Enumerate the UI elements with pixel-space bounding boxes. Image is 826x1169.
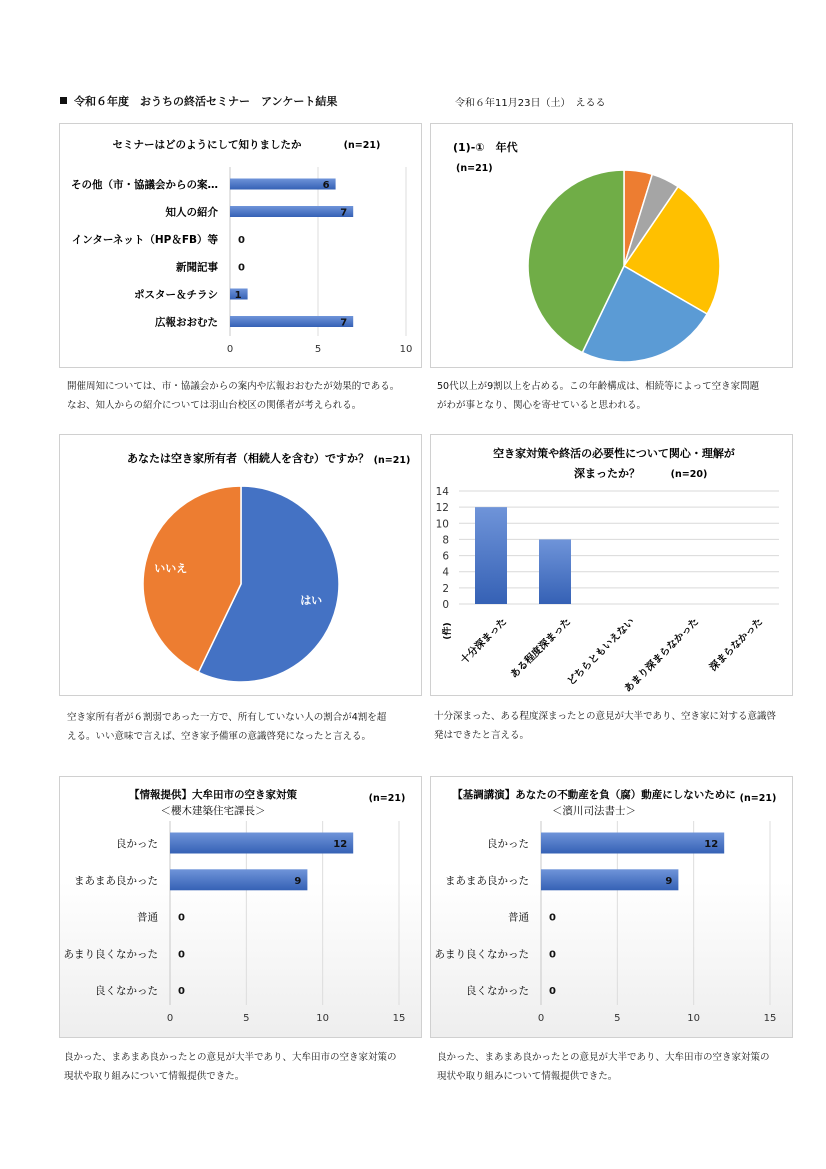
chart-title: あなたは空き家所有者（相続人を含む）ですか？ [127,452,369,465]
chart-title: (1)-① 年代 [453,141,518,154]
category-label: まあまあ良かった [445,874,529,887]
category-label: ある程度深まった [508,616,574,681]
chart-title-line: ＜濱川司法書士＞ [552,805,636,817]
note-line: 50代以上が9割以上を占める。この年齢構成は、相続等によって空き家問題 [437,381,760,392]
note-info [64,1048,397,1086]
category-label: 普通 [137,911,158,924]
chart-understanding [431,435,792,695]
data-label: 7 [340,317,348,329]
note-line: える。いい意味で言えば、空き家予備軍の意識啓発になったと言える。 [67,731,372,742]
bar [539,539,571,604]
chart-keynote [431,777,792,1037]
event-date: 令和６年11月23日（土） えるる [455,98,606,109]
chart-panel-how-known [59,123,422,368]
chart-panel-age [430,123,793,368]
bar [230,206,353,217]
square-bullet-icon [60,97,67,104]
category-label: あまり良くなかった [63,948,158,961]
category-label: その他（市・協議会からの案… [71,179,218,191]
sample-size-label: (n=21) [373,455,411,466]
axis-tick-label: 5 [243,1013,250,1024]
axis-tick-label: 10 [316,1013,330,1024]
chart-title-line: 深まったか？ [574,467,640,480]
note-line: 現状や取り組みについて情報提供できた。 [437,1071,618,1082]
category-label: 新聞記事 [176,261,218,274]
bar [170,833,353,854]
category-label: どちらともいえない [565,616,638,688]
category-label: 良くなかった [466,985,529,998]
data-label: 0 [178,949,185,961]
category-label: あまり深まらなかった [622,616,702,695]
note-line: 十分深まった、ある程度深まったとの意見が大半であり、空き家に対する意識啓 [434,711,777,722]
page-title [60,93,337,109]
category-label: 知人の紹介 [165,206,218,219]
category-label: あまり良くなかった [434,948,529,961]
chart-age [431,124,792,367]
axis-tick-label: 0 [537,1013,545,1024]
data-label: 12 [704,839,719,850]
note-line: 良かった、まあまあ良かったとの意見が大半であり、大牟田市の空き家対策の [437,1052,770,1063]
axis-tick-label: 5 [614,1013,621,1024]
axis-tick-label: 0 [442,599,449,611]
axis-tick-label: 0 [166,1013,174,1024]
bar [541,869,678,890]
data-label: 0 [178,912,185,924]
category-label: 良かった [487,838,529,850]
note-line: 空き家所有者が６割弱であった一方で、所有していない人の割合が4割を超 [67,712,387,723]
category-label: 十分深まった [458,616,510,667]
chart-title-line: 空き家対策や終活の必要性について関心・理解が [493,447,735,460]
chart-title-line: 【基調講演】あなたの不動産を負（腐）動産にしないために [452,789,736,801]
data-label: 6 [322,180,330,191]
data-label: 0 [238,262,245,274]
axis-tick-label: 2 [442,582,449,595]
data-label: 9 [294,875,302,887]
axis-unit-label: (件) [443,622,453,640]
category-label: 良かった [116,838,158,850]
axis-tick-label: 14 [435,486,449,498]
page-title-text: 令和６年度 おうちの終活セミナー アンケート結果 [74,95,338,108]
chart-panel-keynote [430,776,793,1038]
data-label: 1 [234,290,242,301]
chart-how-known [60,124,421,367]
data-label: 7 [340,207,348,219]
bar [541,833,724,854]
note-owner [67,708,386,746]
axis-tick-label: 15 [763,1013,777,1024]
note-line: 現状や取り組みについて情報提供できた。 [64,1071,245,1082]
bar [230,316,353,327]
chart-info [60,777,421,1037]
note-line: がわが事となり、関心を寄せていると思われる。 [437,400,647,411]
chart-title: セミナーはどのようにして知りましたか [112,139,302,151]
axis-tick-label: 10 [435,518,449,531]
data-label: 0 [178,986,185,998]
data-label: 0 [549,949,556,961]
category-label: インターネット（HP＆FB）等 [71,234,218,246]
bar [475,507,507,604]
sample-size-label: (n=21) [739,793,777,804]
category-label: 普通 [508,911,529,924]
sample-size-label: (n=21) [343,140,381,151]
axis-tick-label: 5 [314,344,322,355]
note-understanding [434,707,776,745]
note-how-known [67,377,399,415]
sample-size-label: (n=21) [456,163,493,174]
pie-slice-label: はい [300,594,323,607]
data-label: 0 [549,986,556,998]
category-label: 広報おおむた [155,316,218,329]
category-label: まあまあ良かった [74,874,158,887]
data-label: 0 [549,912,556,924]
axis-tick-label: 10 [399,344,413,355]
note-line: 開催周知については、市・協議会からの案内や広報おおむたが効果的である。 [67,381,400,392]
sample-size-label: (n=21) [368,793,406,804]
note-line: 良かった、まあまあ良かったとの意見が大半であり、大牟田市の空き家対策の [64,1052,397,1063]
chart-owner [60,435,421,695]
chart-panel-understanding [430,434,793,696]
note-line: なお、知人からの紹介については羽山台校区の関係者が考えられる。 [67,400,362,411]
category-label: 深まらなかった [707,616,766,674]
data-label: 12 [333,839,348,850]
bar [230,179,336,190]
axis-tick-label: 4 [442,566,449,579]
chart-title-line: ＜櫻木建築住宅課長＞ [160,805,266,817]
bar [170,869,307,890]
axis-tick-label: 8 [442,534,449,547]
data-label: 9 [665,875,673,887]
category-label: ポスター＆チラシ [134,289,218,301]
data-label: 0 [238,235,245,246]
chart-panel-info [59,776,422,1038]
sample-size-label: (n=20) [670,469,708,480]
note-age [437,377,759,415]
note-keynote [437,1048,770,1086]
chart-title-line: 【情報提供】大牟田市の空き家対策 [129,789,297,801]
axis-tick-label: 12 [435,502,449,515]
axis-tick-label: 0 [226,344,234,355]
axis-tick-label: 10 [687,1013,701,1024]
axis-tick-label: 6 [442,550,449,563]
category-label: 良くなかった [95,985,158,998]
pie-slice-label: いいえ [154,562,188,575]
axis-tick-label: 15 [392,1013,406,1024]
chart-panel-owner [59,434,422,696]
note-line: 発はできたと言える。 [434,730,530,741]
